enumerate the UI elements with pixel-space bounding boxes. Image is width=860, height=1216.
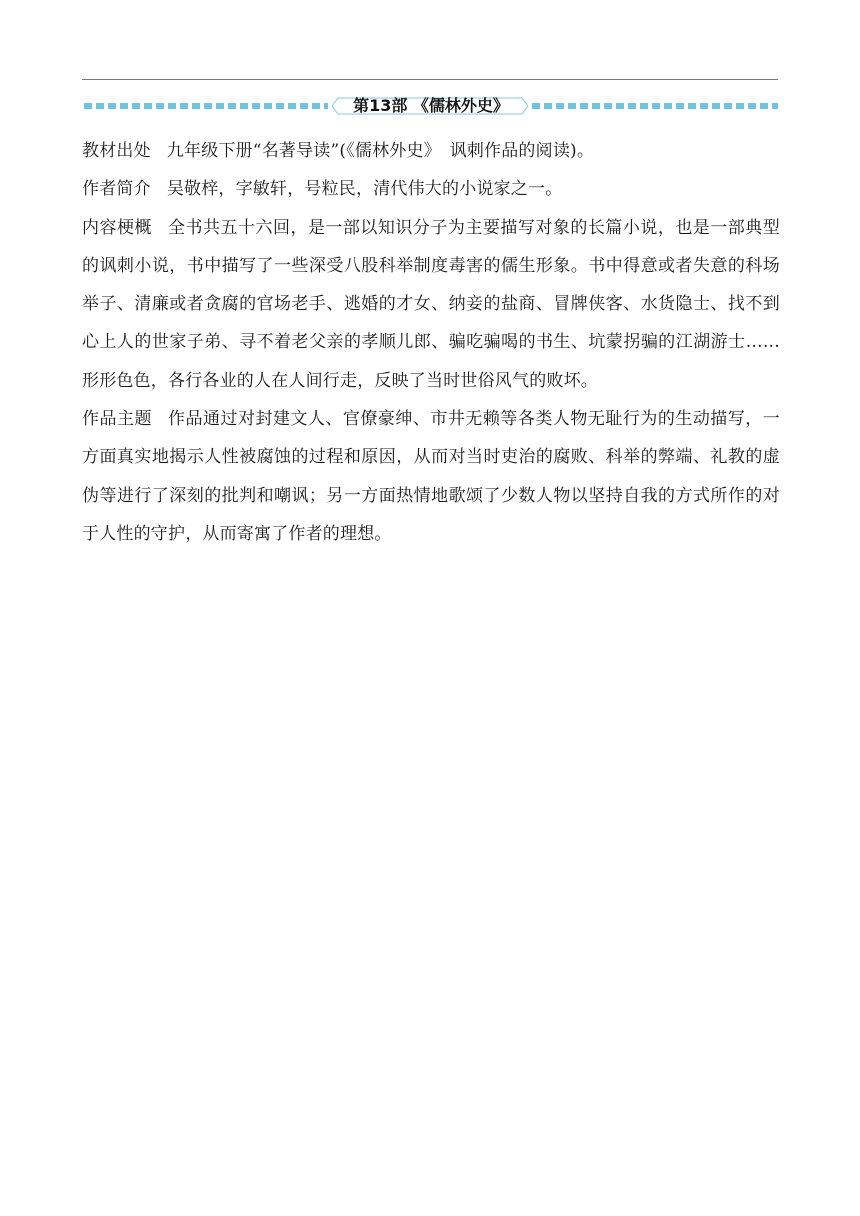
section-text: 九年级下册“名著导读”(《儒林外史》 讽刺作品的阅读)。 bbox=[166, 141, 595, 161]
section-text: 全书共五十六回，是一部以知识分子为主要描写对象的长篇小说，也是一部典型的讽刺小说，书中描写了一些深受八股科举制度毒害的儒生形象。书中得意或者失意的科场举子、清廉或者贪腐的官场老手、逃婚的才女、纳妾的盐商、冒牌侠客、水货隐士、找不到心上人的世家子弟、寻不着老父亲的孝顺儿郎、骗吃骗喝的书生、坑蒙拐骗的江湖游士……形形色色，各行各业的人在人间行走，反映了当时世俗风气的败坏。 bbox=[82, 217, 780, 391]
header-rule bbox=[82, 79, 778, 80]
chapter-banner bbox=[82, 94, 780, 120]
section-text: 作品通过对封建文人、官僚豪绅、市井无赖等各类人物无耻行为的生动描写，一方面真实地揭示人性被腐蚀的过程和原因，从而对当时吏治的腐败、科举的弊端、礼教的虚伪等进行了深刻的批判和嘲讽；另一方面热情地歌颂了少数人物以坚持自我的方式所作的对于人性的守护，从而寄寓了作者的理想。 bbox=[82, 409, 780, 544]
document-body bbox=[82, 132, 780, 553]
section-text: 吴敬梓，字敏轩，号粒民，清代伟大的小说家之一。 bbox=[166, 179, 563, 200]
section-label: 教材出处 bbox=[82, 141, 151, 161]
section-label: 内容梗概 bbox=[82, 217, 152, 238]
section-label: 作者简介 bbox=[82, 179, 151, 200]
section-author bbox=[82, 170, 780, 208]
section-source bbox=[82, 132, 780, 170]
section-theme bbox=[82, 400, 780, 553]
chapter-title: 第13部 《儒林外史》 bbox=[353, 96, 509, 115]
section-label: 作品主题 bbox=[82, 409, 152, 430]
section-summary bbox=[82, 209, 780, 400]
